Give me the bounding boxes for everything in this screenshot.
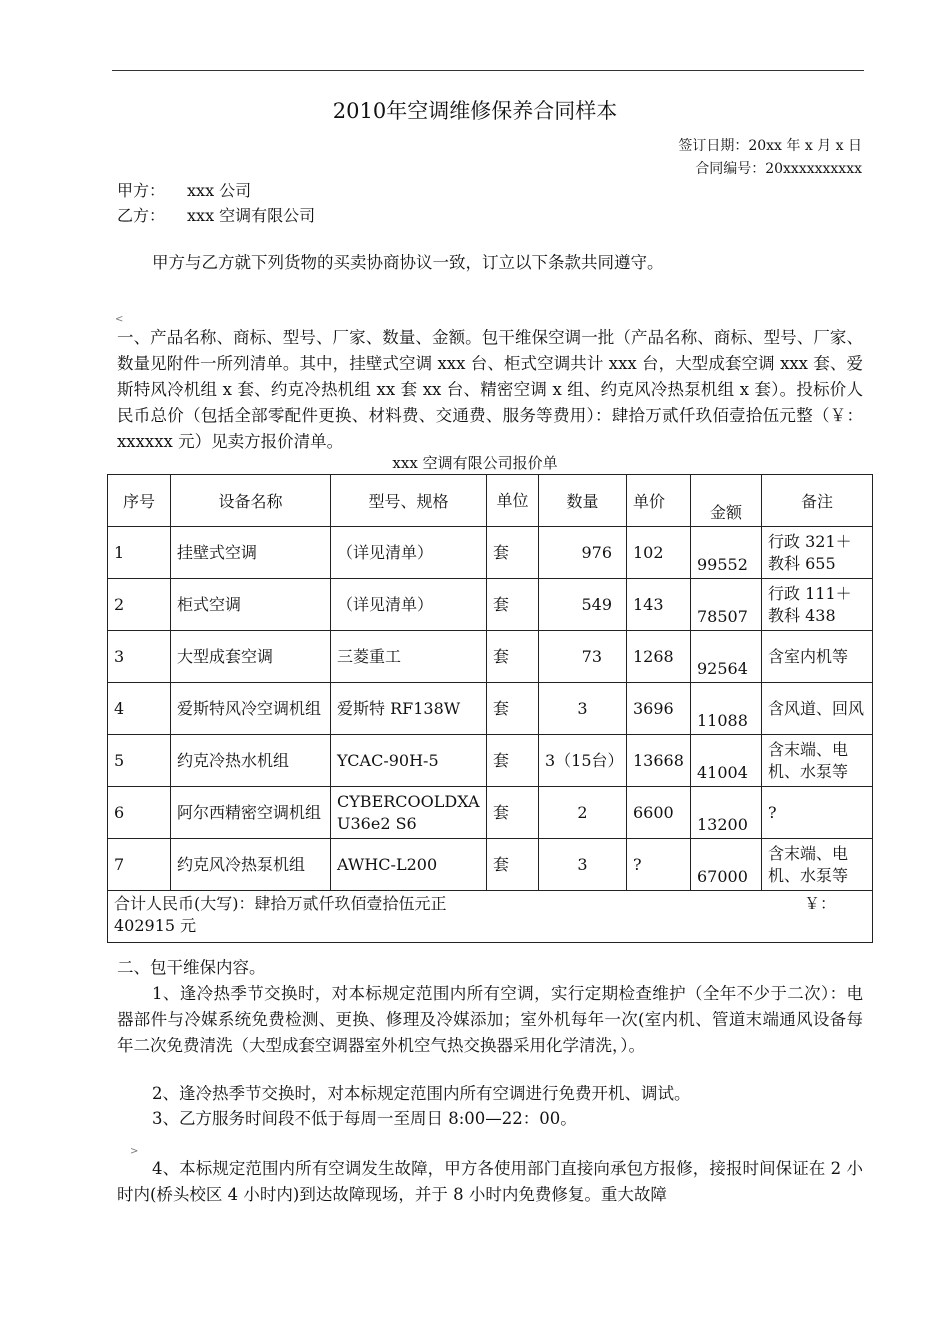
- top-rule: [112, 70, 864, 71]
- contract-number: 合同编号：20xxxxxxxxxx: [695, 161, 862, 177]
- cell-note: 含室内机等: [762, 631, 873, 683]
- cell-name: 大型成套空调: [171, 631, 331, 683]
- header-no: 序号: [108, 475, 171, 527]
- cell-qty: 3（15台）: [539, 735, 627, 787]
- cell-amount: 92564: [691, 631, 762, 683]
- cell-note: 行政 321＋教科 655: [762, 527, 873, 579]
- cell-model: （详见清单）: [331, 579, 487, 631]
- party-a-label: 甲方：: [117, 181, 166, 200]
- table-row: [108, 683, 873, 735]
- cell-amount: 67000: [691, 839, 762, 891]
- cell-amount: 41004: [691, 735, 762, 787]
- total-row: [108, 891, 873, 943]
- cell-unit: 套: [487, 683, 539, 735]
- cell-model: （详见清单）: [331, 527, 487, 579]
- party-a: [117, 178, 251, 201]
- paragraph-mark-icon: >: [130, 1146, 139, 1157]
- cell-unit: 套: [487, 631, 539, 683]
- section-2-item-1: 1、逢冷热季节交换时，对本标规定范围内所有空调，实行定期检查维护（全年不少于二次）：电器部件与冷媒系统免费检测、更换、修理及冷媒添加；室外机每年一次(室内机、管道末端通风设备每年二次免费清洗（大型成套空调器室外机空气热交换器采用化学清洗，）。: [117, 984, 863, 1055]
- cell-qty: 549: [539, 579, 627, 631]
- party-a-name: xxx 公司: [187, 181, 252, 200]
- party-b-label: 乙方：: [117, 206, 166, 225]
- total-cell: [108, 891, 873, 943]
- cell-no: 4: [108, 683, 171, 735]
- total-currency: ￥：: [803, 894, 836, 913]
- cell-note: 行政 111＋教科 438: [762, 579, 873, 631]
- cell-qty: 3: [539, 839, 627, 891]
- header-model: 型号、规格: [331, 475, 487, 527]
- header-name: 设备名称: [171, 475, 331, 527]
- table-row: [108, 787, 873, 839]
- header-qty: 数量: [539, 475, 627, 527]
- table-header-row: [108, 475, 873, 527]
- quote-table: [107, 474, 873, 943]
- cell-no: 5: [108, 735, 171, 787]
- cell-model: AWHC-L200: [331, 839, 487, 891]
- table-row: [108, 631, 873, 683]
- table-row: [108, 839, 873, 891]
- cell-model: CYBERCOOLDXAU36e2 S6: [331, 787, 487, 839]
- section-2-item-4: 4、本标规定范围内所有空调发生故障，甲方各使用部门直接向承包方报修，接报时间保证在 2 小时内(桥头校区 4 小时内)到达故障现场，并于 8 小时内免费修复。重大故障: [117, 1159, 863, 1204]
- cell-amount: 78507: [691, 579, 762, 631]
- sign-date: 签订日期：20xx 年 x 月 x 日: [678, 138, 862, 154]
- total-value: 402915 元: [114, 916, 197, 935]
- section-2-item-3: 3、乙方服务时间段不低于每周一至周日 8:00—22：00。: [152, 1109, 577, 1128]
- cell-price: 1268: [627, 631, 691, 683]
- cell-name: 爱斯特风冷空调机组: [171, 683, 331, 735]
- cell-price: 13668: [627, 735, 691, 787]
- cell-no: 2: [108, 579, 171, 631]
- page-title: 2010年空调维修保养合同样本: [332, 99, 618, 123]
- cell-price: 143: [627, 579, 691, 631]
- paragraph-mark-icon: <: [115, 314, 124, 325]
- cell-no: 7: [108, 839, 171, 891]
- table-caption: xxx 空调有限公司报价单: [392, 454, 558, 472]
- cell-no: 3: [108, 631, 171, 683]
- cell-price: 3696: [627, 683, 691, 735]
- cell-qty: 3: [539, 683, 627, 735]
- cell-qty: 73: [539, 631, 627, 683]
- cell-no: 6: [108, 787, 171, 839]
- cell-unit: 套: [487, 735, 539, 787]
- table-row: [108, 527, 873, 579]
- intro-paragraph: 甲方与乙方就下列货物的买卖协商协议一致，订立以下条款共同遵守。: [152, 253, 664, 272]
- cell-name: 约克风冷热泵机组: [171, 839, 331, 891]
- header-unit: 单位: [487, 475, 539, 527]
- cell-price: 102: [627, 527, 691, 579]
- table-row: [108, 579, 873, 631]
- header-amount: 金额: [691, 475, 762, 527]
- section-2-item-2: 2、逢冷热季节交换时，对本标规定范围内所有空调进行免费开机、调试。: [152, 1084, 691, 1103]
- cell-amount: 13200: [691, 787, 762, 839]
- party-b-name: xxx 空调有限公司: [187, 206, 316, 225]
- cell-note: 含风道、回风: [762, 683, 873, 735]
- cell-unit: 套: [487, 787, 539, 839]
- total-label: 合计人民币(大写)：肆拾万贰仟玖佰壹拾伍元正: [114, 894, 447, 913]
- cell-name: 约克冷热水机组: [171, 735, 331, 787]
- cell-unit: 套: [487, 527, 539, 579]
- cell-model: 爱斯特 RF138W: [331, 683, 487, 735]
- cell-qty: 2: [539, 787, 627, 839]
- party-b: [117, 203, 315, 226]
- cell-amount: 99552: [691, 527, 762, 579]
- cell-note: 含末端、电机、水泵等: [762, 839, 873, 891]
- cell-model: 三菱重工: [331, 631, 487, 683]
- cell-note: ?: [762, 787, 873, 839]
- cell-note: 含末端、电机、水泵等: [762, 735, 873, 787]
- cell-unit: 套: [487, 579, 539, 631]
- table-row: [108, 735, 873, 787]
- cell-name: 阿尔西精密空调机组: [171, 787, 331, 839]
- cell-model: YCAC-90H-5: [331, 735, 487, 787]
- cell-name: 挂壁式空调: [171, 527, 331, 579]
- section-2-heading: 二、包干维保内容。: [117, 958, 266, 977]
- section-1-paragraph: 一、产品名称、商标、型号、厂家、数量、金额。包干维保空调一批（产品名称、商标、型号、厂家、数量见附件一所列清单。其中，挂壁式空调 xxx 台、柜式空调共计 xxx 台，大型成套空调 xxx 套、爱斯特风冷机组 x 套、约克冷热机组 xx 套 xx 台、精密空调 x 组、约克风冷热泵机组 x 套）。投标价人民币总价（包括全部零配件更换、材料费、交通费、服务等费用）：肆拾万贰仟玖佰壹拾伍元整（￥：xxxxxx 元）见卖方报价清单。: [117, 328, 863, 451]
- cell-amount: 11088: [691, 683, 762, 735]
- cell-price: ?: [627, 839, 691, 891]
- cell-name: 柜式空调: [171, 579, 331, 631]
- cell-qty: 976: [539, 527, 627, 579]
- cell-unit: 套: [487, 839, 539, 891]
- header-price: 单价: [627, 475, 691, 527]
- header-note: 备注: [762, 475, 873, 527]
- cell-price: 6600: [627, 787, 691, 839]
- cell-no: 1: [108, 527, 171, 579]
